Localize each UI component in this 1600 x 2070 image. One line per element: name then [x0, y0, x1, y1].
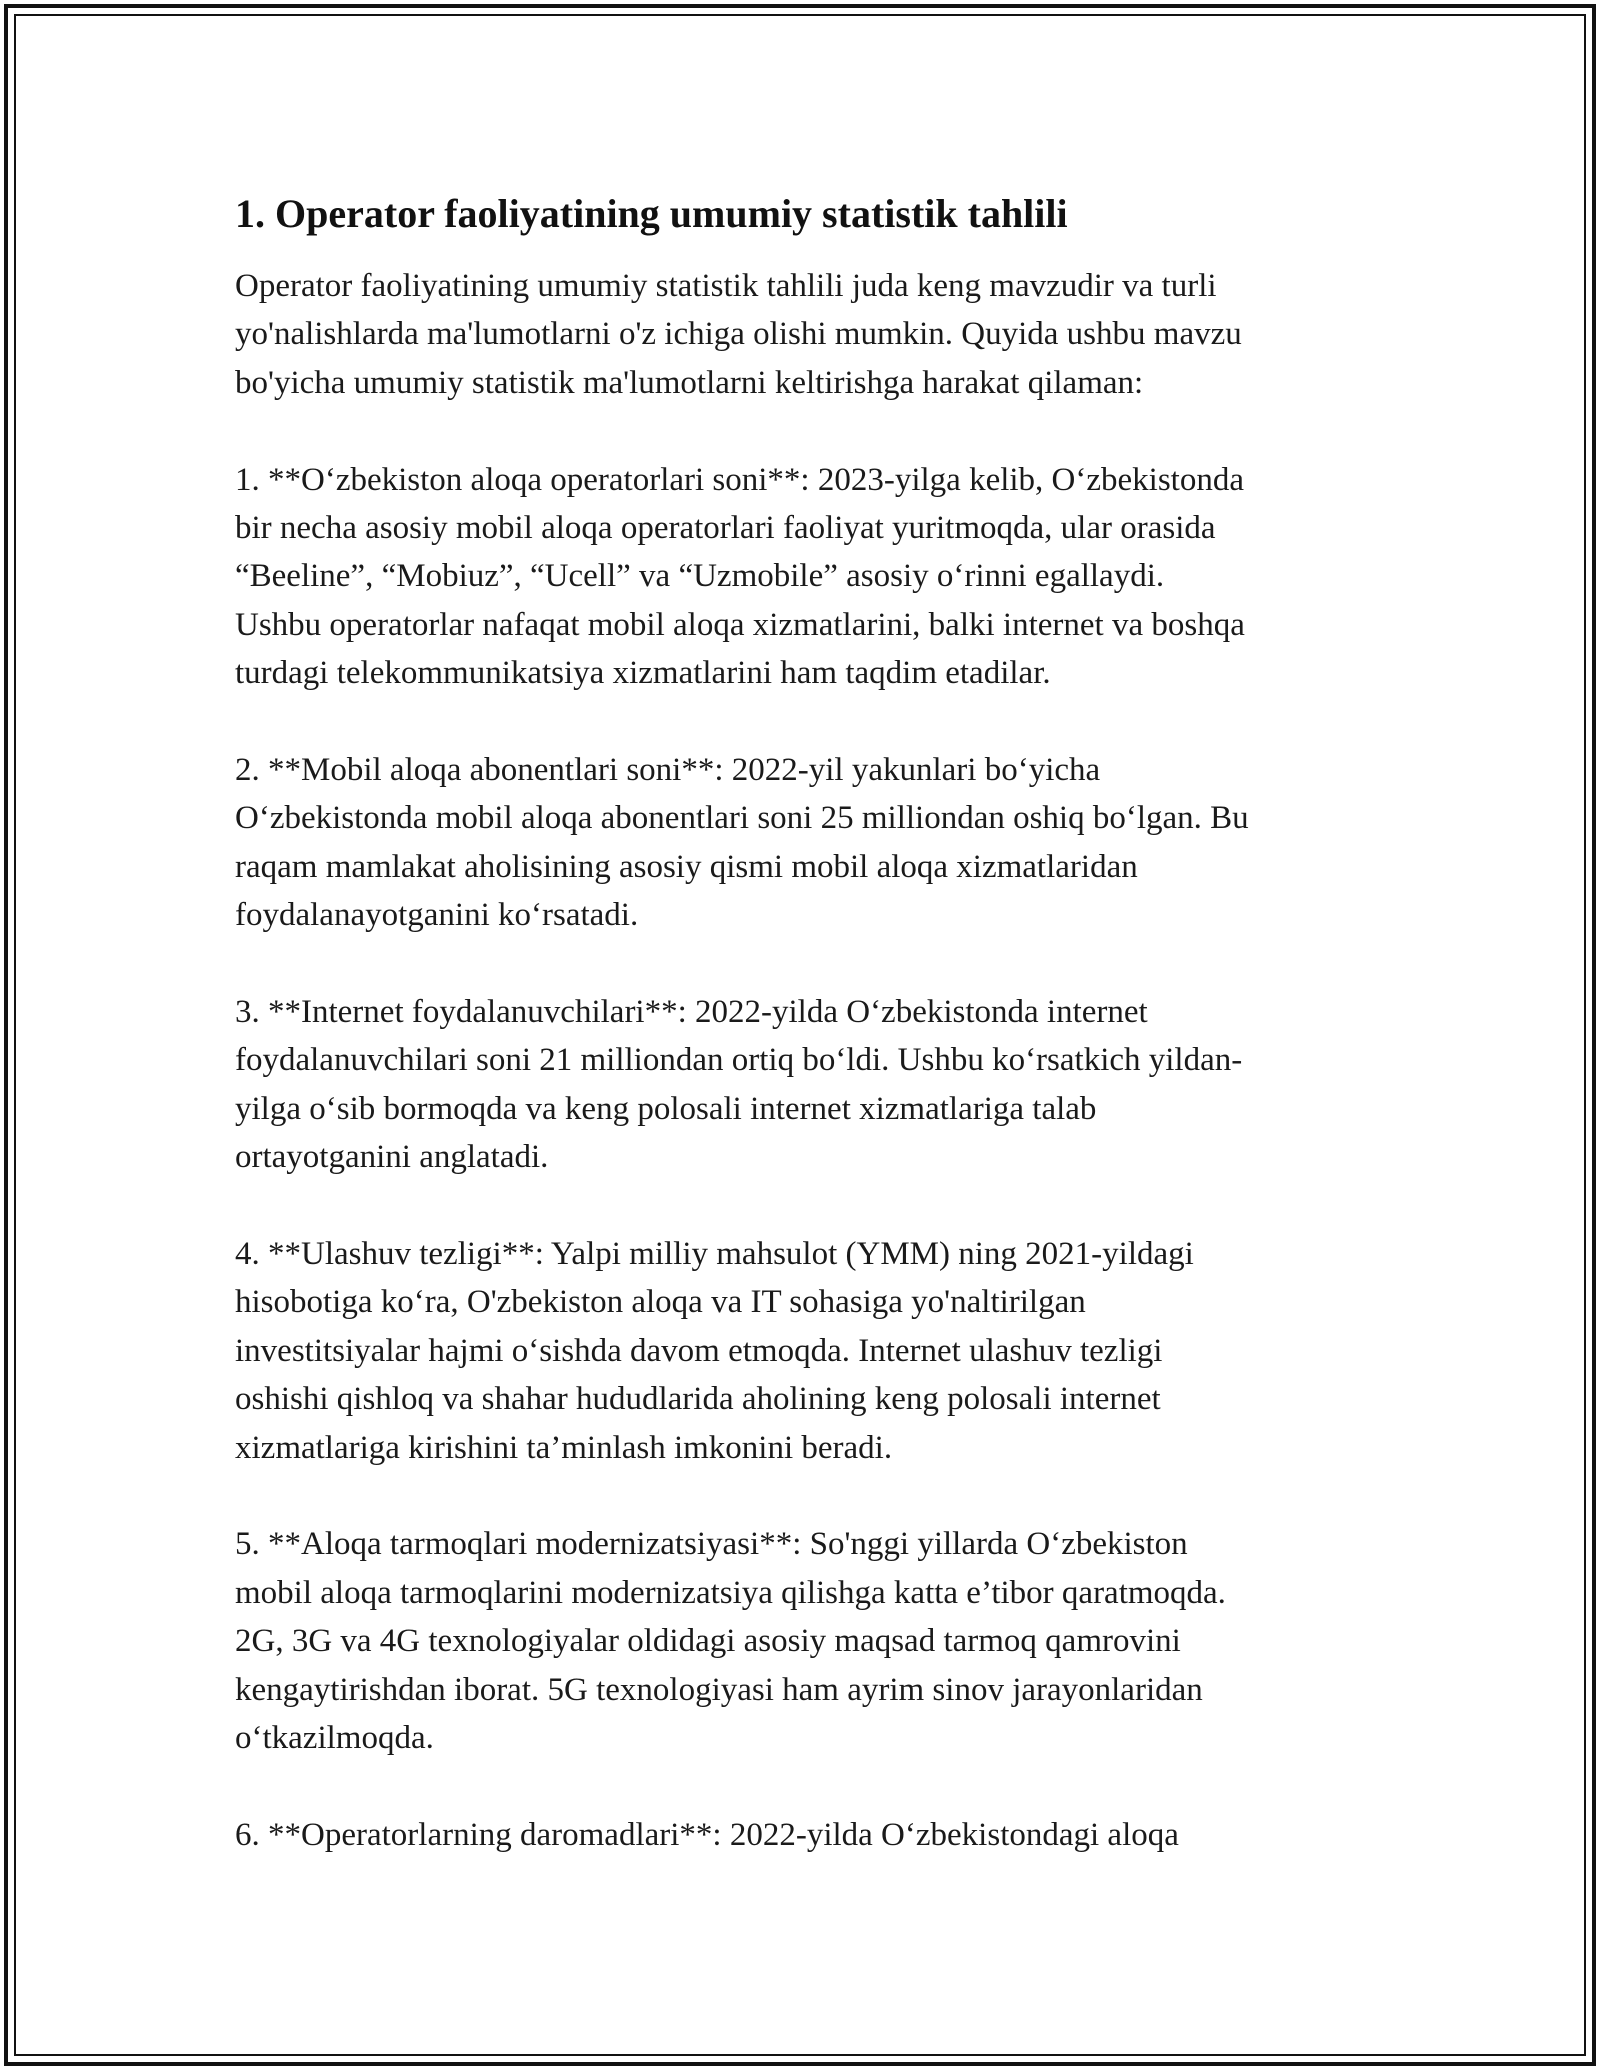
list-item-connection-speed — [235, 1230, 1395, 1472]
text-line: raqam mamlakat aholisining asosiy qismi mobil aloqa xizmatlaridan — [235, 848, 1138, 885]
text-line: hisobotiga ko‘ra, O'zbekiston aloqa va IT sohasiga yo'naltirilgan — [235, 1284, 1086, 1321]
text-line: yilga o‘sib bormoqda va keng polosali internet xizmatlariga talab — [235, 1090, 1097, 1127]
list-item-operators-count — [235, 456, 1395, 698]
text-line: O‘zbekistonda mobil aloqa abonentlari soni 25 milliondan oshiq bo‘lgan. Bu — [235, 800, 1249, 837]
intro-paragraph — [235, 262, 1395, 407]
text-line: o‘tkazilmoqda. — [235, 1720, 434, 1757]
text-line: 1. **O‘zbekiston aloqa operatorlari soni**: 2023-yilga kelib, O‘zbekistonda — [235, 461, 1244, 498]
text-line: xizmatlariga kirishini ta’minlash imkonini beradi. — [235, 1429, 893, 1466]
text-line: Operator faoliyatining umumiy statistik tahlili juda keng mavzudir va turli — [235, 268, 1217, 304]
text-line: ortayotganini anglatadi. — [235, 1139, 549, 1176]
text-line: yo'nalishlarda ma'lumotlarni o'z ichiga olishi mumkin. Quyida ushbu mavzu — [235, 316, 1242, 353]
list-item-subscribers — [235, 746, 1395, 940]
section-heading: 1. Operator faoliyatining umumiy statistik tahlili — [235, 191, 1068, 236]
document-body — [235, 188, 1395, 1859]
text-line: turdagi telekommunikatsiya xizmatlarini ham taqdim etadilar. — [235, 655, 1051, 692]
text-line: 3. **Internet foydalanuvchilari**: 2022-yilda O‘zbekistonda internet — [235, 994, 1148, 1031]
text-line: foydalanayotganini ko‘rsatadi. — [235, 897, 639, 934]
list-item-internet-users — [235, 988, 1395, 1182]
text-line: “Beeline”, “Mobiuz”, “Ucell” va “Uzmobile” asosiy o‘rinni egallaydi. — [235, 558, 1165, 595]
text-line: foydalanuvchilari soni 21 milliondan ortiq bo‘ldi. Ushbu ko‘rsatkich yildan- — [235, 1042, 1243, 1079]
text-line: mobil aloqa tarmoqlarini modernizatsiya qilishga katta e’tibor qaratmoqda. — [235, 1574, 1226, 1611]
text-line: 4. **Ulashuv tezligi**: Yalpi milliy mahsulot (YMM) ning 2021-yildagi — [235, 1236, 1194, 1273]
text-line: 6. **Operatorlarning daromadlari**: 2022-yilda O‘zbekistondagi aloqa — [235, 1816, 1179, 1853]
list-item-operator-revenue — [235, 1811, 1395, 1859]
text-line: investitsiyalar hajmi o‘sishda davom etmoqda. Internet ulashuv tezligi — [235, 1332, 1163, 1369]
text-line: bo'yicha umumiy statistik ma'lumotlarni keltirishga harakat qilaman: — [235, 364, 1144, 401]
text-line: oshishi qishloq va shahar hududlarida aholining keng polosali internet — [235, 1381, 1161, 1418]
text-line: 2G, 3G va 4G texnologiyalar oldidagi asosiy maqsad tarmoq qamrovini — [235, 1623, 1181, 1660]
text-line: 5. **Aloqa tarmoqlari modernizatsiyasi**: So'nggi yillarda O‘zbekiston — [235, 1526, 1188, 1563]
text-line: Ushbu operatorlar nafaqat mobil aloqa xizmatlarini, balki internet va boshqa — [235, 606, 1245, 643]
text-line: bir necha asosiy mobil aloqa operatorlari faoliyat yuritmoqda, ular orasida — [235, 510, 1216, 547]
list-item-network-modernization — [235, 1520, 1395, 1762]
text-line: kengaytirishdan iborat. 5G texnologiyasi ham ayrim sinov jarayonlaridan — [235, 1671, 1203, 1708]
text-line: 2. **Mobil aloqa abonentlari soni**: 2022-yil yakunlari bo‘yicha — [235, 752, 1101, 789]
